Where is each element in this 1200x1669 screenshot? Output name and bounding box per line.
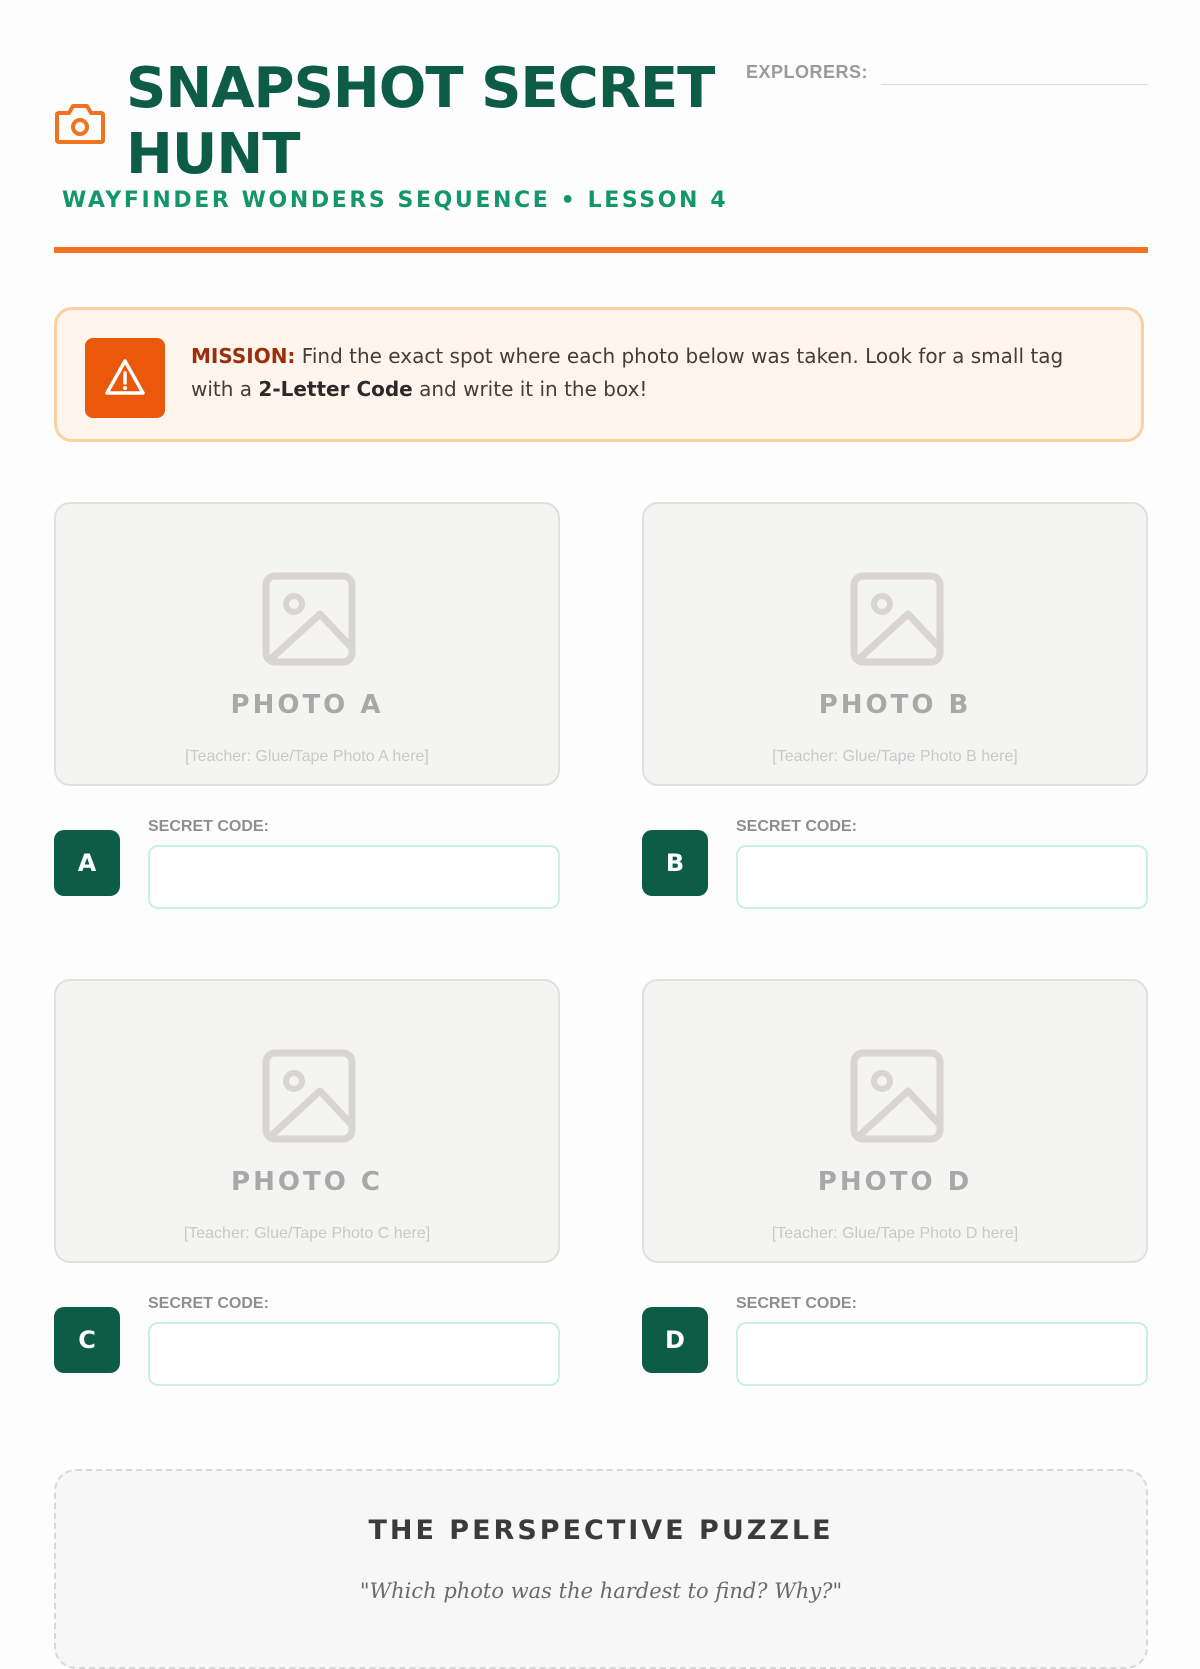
photo-placeholder — [642, 502, 1148, 786]
secret-code-input-a[interactable] — [148, 845, 560, 909]
worksheet-header — [54, 52, 1148, 242]
camera-icon — [54, 99, 106, 147]
letter-badge: B — [642, 830, 708, 896]
secret-code-input-b[interactable] — [736, 845, 1148, 909]
photo-placeholder — [54, 979, 560, 1263]
mission-text — [191, 340, 1111, 406]
explorers-name-line[interactable] — [881, 84, 1148, 85]
secret-code-input-c[interactable] — [148, 1322, 560, 1386]
photo-note: [Teacher: Glue/Tape Photo B here] — [772, 748, 1018, 765]
photo-label: PHOTO D — [817, 1167, 973, 1197]
letter-badge: D — [642, 1307, 708, 1373]
mission-box — [54, 307, 1144, 442]
mission-text-part: Find the exact spot where each photo below was taken. Look for a small tag with a — [191, 344, 1064, 401]
puzzle-question: "Which photo was the hardest to find? Why?" — [359, 1579, 843, 1603]
photo-note: [Teacher: Glue/Tape Photo D here] — [771, 1225, 1019, 1242]
code-label: SECRET CODE: — [148, 1295, 269, 1312]
perspective-puzzle-box — [54, 1469, 1148, 1669]
header-divider — [54, 247, 1148, 253]
photo-label: PHOTO B — [818, 690, 972, 720]
code-label: SECRET CODE: — [148, 818, 269, 835]
code-label: SECRET CODE: — [736, 818, 857, 835]
letter-badge: C — [54, 1307, 120, 1373]
page-title: SNAPSHOT SECRET HUNT — [126, 56, 715, 187]
image-icon — [262, 572, 356, 671]
mission-text-part: and write it in the box! — [412, 377, 648, 401]
image-icon — [262, 1049, 356, 1148]
photo-label: PHOTO C — [231, 1167, 383, 1197]
code-label: SECRET CODE: — [736, 1295, 857, 1312]
image-icon — [850, 1049, 944, 1148]
explorers-label: EXPLORERS: — [746, 62, 869, 82]
photo-label: PHOTO A — [230, 690, 384, 720]
warning-icon — [85, 338, 165, 418]
photo-note: [Teacher: Glue/Tape Photo A here] — [185, 748, 429, 765]
page-subtitle: WAYFINDER WONDERS SEQUENCE • LESSON 4 — [62, 188, 729, 213]
photo-placeholder — [642, 979, 1148, 1263]
letter-badge: A — [54, 830, 120, 896]
mission-lead: MISSION: — [191, 344, 296, 368]
mission-emphasis: 2-Letter Code — [258, 377, 413, 401]
image-icon — [850, 572, 944, 671]
puzzle-title: THE PERSPECTIVE PUZZLE — [368, 1515, 834, 1546]
photo-note: [Teacher: Glue/Tape Photo C here] — [183, 1225, 431, 1242]
photo-placeholder — [54, 502, 560, 786]
secret-code-input-d[interactable] — [736, 1322, 1148, 1386]
